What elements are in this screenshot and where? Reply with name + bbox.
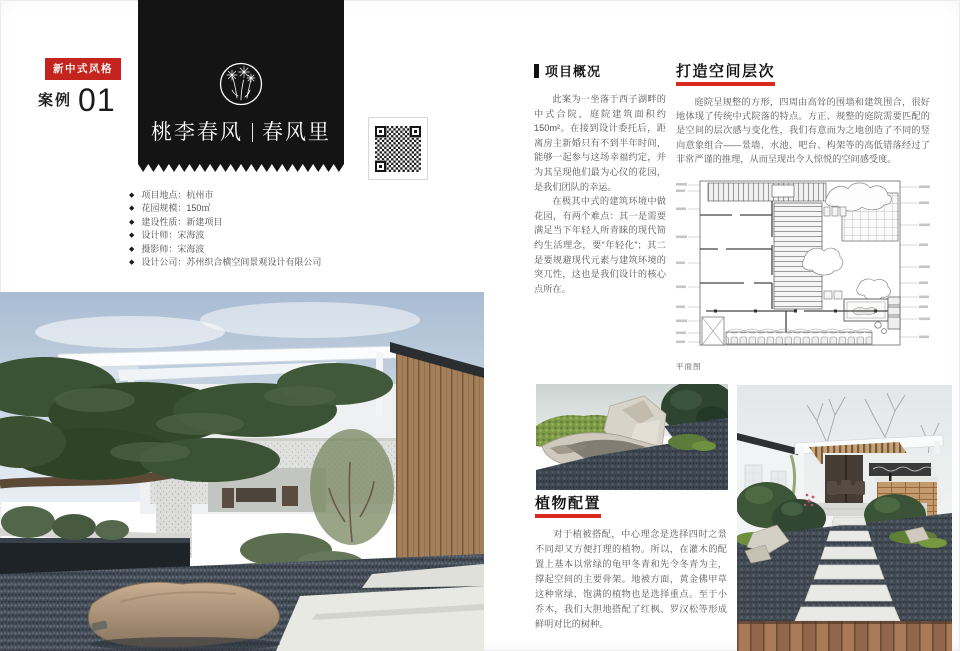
plan-caption: 平面图 — [676, 362, 702, 372]
diamond-bullet-icon: ◆ — [129, 232, 135, 240]
plants-title: 植物配置 — [535, 492, 601, 518]
space-paragraph: 庭院呈规整的方形，四周由高耸的围墙和建筑围合，很好地体现了传统中式院落的特点。方正、规整的庭院需要匹配的是空间的层次感与变化性，我们有意而为之地创造了不同的竖向意象组合——景墙、水池、吧台、构架等的高低错落经过了非常严谨的推理，从而呈现出令人惊悦的空间感受度。 — [676, 97, 930, 164]
diamond-bullet-icon: ◆ — [129, 245, 135, 253]
overview-paragraph: 在极其中式的建筑环境中做花园，有两个难点：其一是需要满足当下年轻人所青睐的现代简约生活理念，要“年轻化”；其二是要规避现代元素与建筑环境的突兀性，这也是我们设计的核心点所在。 — [534, 196, 666, 294]
garden-photo-rocks — [536, 384, 728, 490]
qr-finder-icon — [410, 126, 421, 137]
info-text: 建设性质：新建项目 — [141, 216, 223, 227]
qr-finder-icon — [375, 126, 386, 137]
diamond-bullet-icon: ◆ — [129, 205, 135, 213]
qr-code-modules — [375, 126, 421, 172]
overview-body — [534, 92, 666, 296]
diamond-bullet-icon: ◆ — [129, 218, 135, 226]
floor-plan-drawing — [676, 179, 930, 357]
case-label — [38, 82, 116, 119]
flower-emblem-icon — [217, 60, 265, 108]
qr-finder-icon — [375, 161, 386, 172]
list-item — [129, 189, 381, 202]
plants-body — [535, 527, 727, 632]
qr-code — [368, 117, 428, 180]
list-item — [129, 216, 381, 229]
space-body — [676, 95, 930, 166]
overview-title: 项目概况 — [545, 64, 602, 79]
diamond-bullet-icon: ◆ — [129, 259, 135, 267]
list-item — [129, 256, 381, 269]
overview-header — [534, 61, 666, 80]
list-item — [129, 243, 381, 256]
banner-title-divider — [252, 123, 253, 142]
plants-paragraph: 对于植被搭配，中心理念是选择四时之景不同却又方便打理的植物。所以，在灌木的配置上基本以常绿的龟甲冬青和先令冬青为主，撑起空间的主要骨架。地被方面，黄金佛甲草这种常绿、饱满的植物也是选择重点。至于小乔木，我们大胆地搭配了红枫、罗汉松等形成鲜明对比的树种。 — [535, 529, 727, 629]
section-space-levels — [676, 60, 930, 372]
banner-title-left: 桃李春风 — [151, 121, 243, 144]
space-title: 打造空间层次 — [676, 60, 775, 86]
project-info-list — [129, 189, 381, 269]
header-bar-icon — [534, 64, 539, 78]
info-text: 设计公司：苏州织合横空间景观设计有限公司 — [141, 257, 322, 268]
garden-photo-path — [737, 385, 952, 651]
case-label-text: 案例 — [38, 92, 73, 109]
section-plants — [535, 492, 727, 632]
info-text: 设计师：宋海波 — [141, 230, 205, 241]
info-text: 花园规模：150㎡ — [141, 203, 211, 214]
overview-paragraph: 此案为一坐落于西子湖畔的中式合院，庭院建筑面积约150m²。在接到设计委托后，距离房主新婚只有不到半年时间，能够一起参与这场幸福约定，并为其呈现他们最为心仪的花园，是我们团队的幸运。 — [534, 94, 666, 192]
info-text: 项目地点：杭州市 — [141, 190, 214, 200]
case-number: 01 — [78, 82, 116, 118]
banner-zigzag-edge — [138, 164, 344, 172]
diamond-bullet-icon: ◆ — [129, 192, 135, 199]
style-badge: 新中式风格 — [45, 58, 121, 80]
banner-title — [138, 116, 344, 146]
list-item — [129, 202, 381, 215]
project-banner — [138, 0, 344, 164]
info-text: 摄影师：宋海波 — [141, 243, 205, 254]
banner-title-right: 春风里 — [262, 121, 331, 144]
list-item — [129, 229, 381, 242]
section-overview — [534, 61, 666, 296]
garden-photo-main — [0, 292, 484, 651]
